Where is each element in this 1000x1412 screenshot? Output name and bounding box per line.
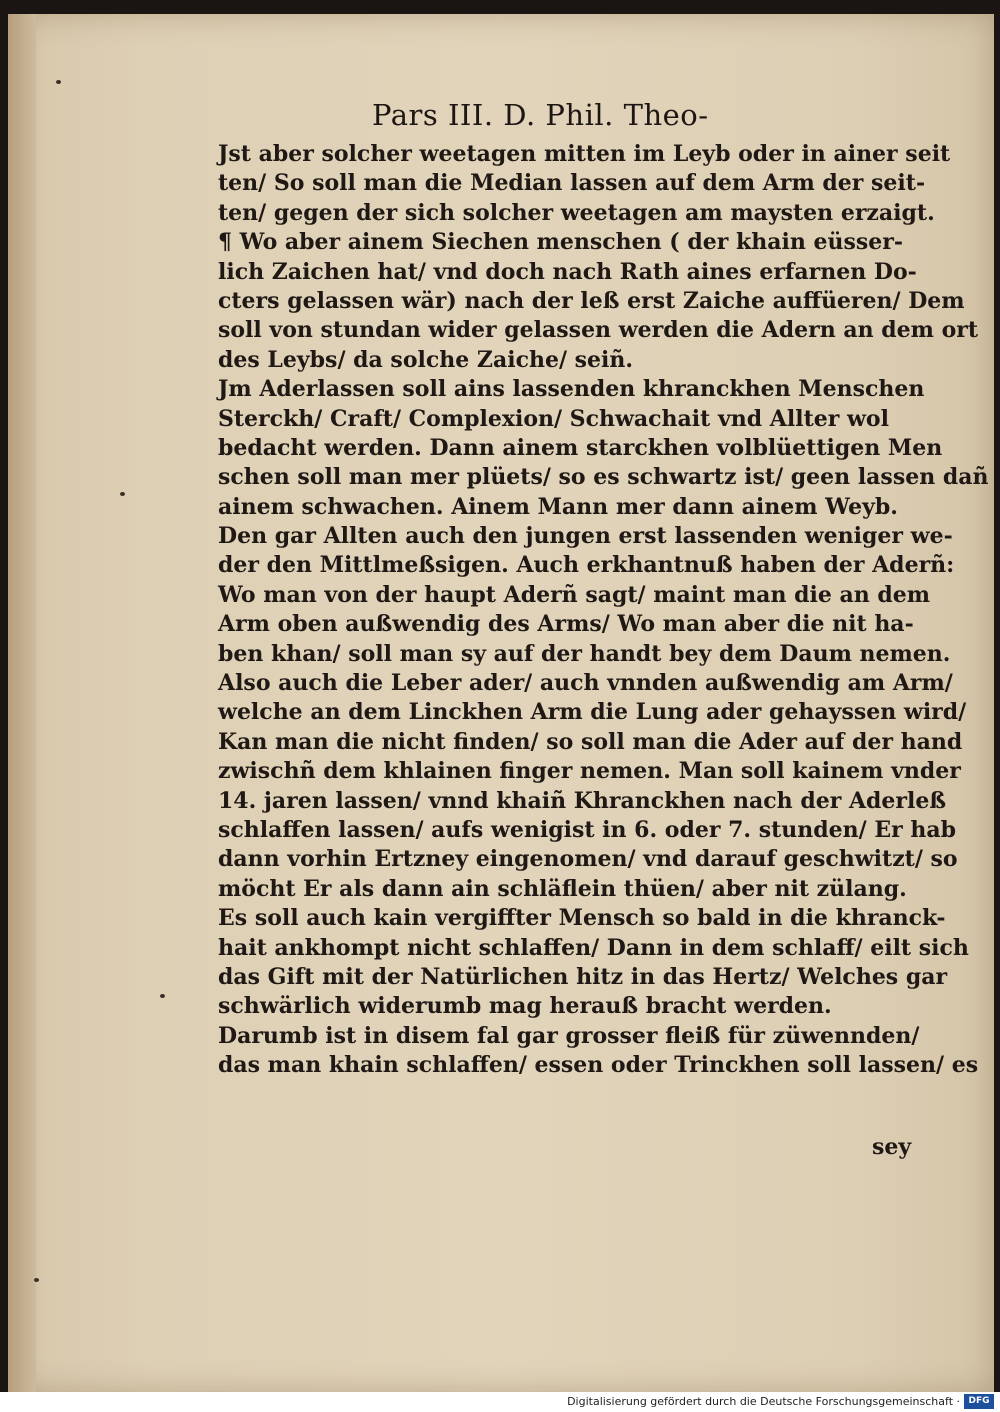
text-line: soll von stundan wider gelassen werden die Adern an dem ort [218,317,979,344]
text-line: Es soll auch kain vergiffter Mensch so bald in die khranck- [218,905,946,932]
text-line: Wo man von der haupt Aderñ sagt/ maint man die an dem [218,581,931,608]
text-line: möcht Er als dann ain schläflein thüen/ aber nit zülang. [218,875,907,902]
ink-speck [34,1278,39,1282]
text-line: ten/ So soll man die Median lassen auf dem Arm der seit- [218,170,926,197]
text-line: zwischñ dem khlainen finger nemen. Man soll kainem vnder [218,758,961,785]
text-line: Arm oben außwendig des Arms/ Wo man aber die nit ha- [218,611,914,638]
text-line: Jm Aderlassen soll ains lassenden khranckhen Menschen [218,376,925,403]
dfg-logo: DFG [964,1394,994,1409]
text-line: das Gift mit der Natürlichen hitz in das Hertz/ Welches gar [218,963,948,990]
text-line: 14. jaren lassen/ vnnd khaiñ Khranckhen nach der Aderleß [218,787,947,814]
text-line: schlaffen lassen/ aufs wenigist in 6. oder 7. stunden/ Er hab [218,816,956,843]
text-line: cters gelassen wär) nach der leß erst Zaiche auffüeren/ Dem [218,287,965,314]
text-line: hait ankhompt nicht schlaffen/ Dann in dem schlaff/ eilt sich [218,934,969,961]
text-line: dann vorhin Ertzney eingenomen/ vnd darauf geschwitzt/ so [218,846,958,873]
digitization-footer [0,1392,1000,1412]
text-line: das man khain schlaffen/ essen oder Trinckhen soll lassen/ es [218,1052,979,1079]
ink-speck [56,80,61,84]
text-line: schwärlich widerumb mag herauß bracht werden. [218,993,832,1020]
text-line: des Leybs/ da solche Zaiche/ seiñ. [218,346,634,373]
ink-speck [160,994,165,998]
text-line: Kan man die nicht finden/ so soll man die Ader auf der hand [218,728,963,755]
footer-credit: Digitalisierung gefördert durch die Deutsche Forschungsgemeinschaft · [567,1395,960,1408]
ink-speck [120,492,125,496]
text-line: welche an dem Linckhen Arm die Lung ader gehayssen wird/ [218,699,967,726]
running-title: Pars III. D. Phil. Theo- [372,98,709,132]
text-line: lich Zaichen hat/ vnd doch nach Rath aines erfarnen Do- [218,258,917,285]
text-line: Also auch die Leber ader/ auch vnnden außwendig am Arm/ [218,670,953,697]
text-line: ainem schwachen. Ainem Mann mer dann ainem Weyb. [218,493,898,520]
text-line: bedacht werden. Dann ainem starckhen volblüettigen Men [218,434,943,461]
text-line: der den Mittlmeßsigen. Auch erkhantnuß haben der Aderñ: [218,552,955,579]
text-line: ten/ gegen der sich solcher weetagen am maysten erzaigt. [218,199,935,226]
text-line: ben khan/ soll man sy auf der handt bey dem Daum nemen. [218,640,951,667]
catchword: sey [872,1134,912,1160]
text-line: schen soll man mer plüets/ so es schwartz ist/ geen lassen dañ [218,464,989,491]
text-line: Darumb ist in disem fal gar grosser fleiß für züwennden/ [218,1022,920,1049]
page-gutter [8,14,36,1392]
text-line: ¶ Wo aber ainem Siechen menschen ( der khain eüsser- [218,229,903,256]
page-text-block [218,140,989,1081]
text-line: Jst aber solcher weetagen mitten im Leyb oder in ainer seit [218,141,951,167]
text-line: Den gar Allten auch den jungen erst lassenden weniger we- [218,523,953,550]
text-line: Sterckh/ Craft/ Complexion/ Schwachait vnd Allter wol [218,405,889,432]
